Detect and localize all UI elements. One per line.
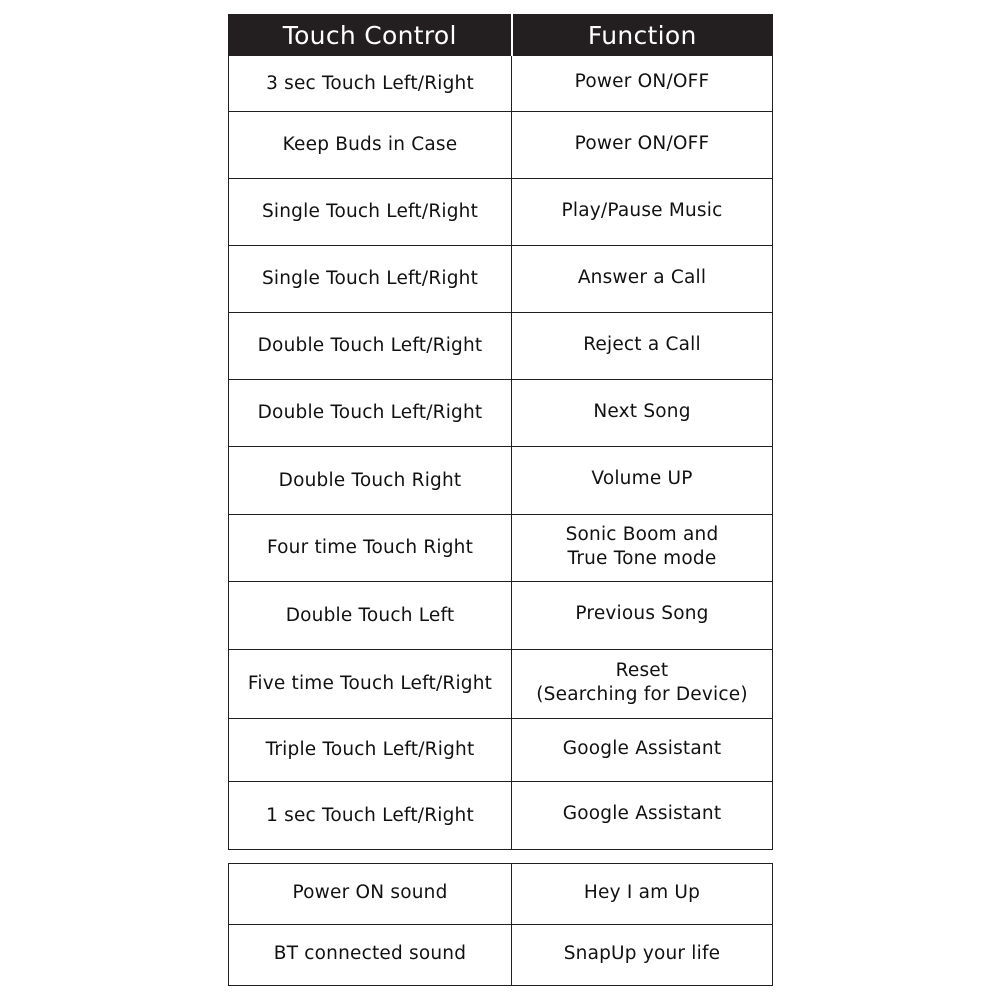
control-cell: Double Touch Left/Right [229,313,512,380]
table-row [229,447,773,515]
table-row [229,650,773,719]
table-row [229,313,773,380]
control-cell: Double Touch Left/Right [229,380,512,447]
control-cell: 3 sec Touch Left/Right [229,56,512,112]
function-cell: Power ON/OFF [512,56,773,112]
function-cell: Google Assistant [512,719,773,782]
sound-phrase-cell: Hey I am Up [512,864,773,925]
function-cell: Previous Song [512,582,773,650]
function-cell: Play/Pause Music [512,179,773,246]
table-row [229,864,773,925]
table-row [229,782,773,850]
sound-event-cell: Power ON sound [229,864,512,925]
table-header-row [229,15,773,56]
function-cell: Volume UP [512,447,773,515]
table-row [229,246,773,313]
table-row [229,925,773,986]
control-cell: Double Touch Right [229,447,512,515]
sound-phrase-cell: SnapUp your life [512,925,773,986]
function-cell: Next Song [512,380,773,447]
function-cell: Answer a Call [512,246,773,313]
function-cell: Reset (Searching for Device) [512,650,773,719]
table-row [229,719,773,782]
function-cell: Google Assistant [512,782,773,850]
control-cell: Single Touch Left/Right [229,246,512,313]
function-cell: Power ON/OFF [512,112,773,179]
control-cell: Single Touch Left/Right [229,179,512,246]
sound-event-cell: BT connected sound [229,925,512,986]
table-row [229,380,773,447]
control-cell: 1 sec Touch Left/Right [229,782,512,850]
control-cell: Four time Touch Right [229,515,512,582]
function-cell: Reject a Call [512,313,773,380]
table-row [229,179,773,246]
table-row [229,515,773,582]
control-cell: Five time Touch Left/Right [229,650,512,719]
control-cell: Keep Buds in Case [229,112,512,179]
table-row [229,56,773,112]
table-row [229,582,773,650]
sounds-table [228,863,773,986]
control-cell: Double Touch Left [229,582,512,650]
control-cell: Triple Touch Left/Right [229,719,512,782]
header-touch-control: Touch Control [229,15,512,56]
header-function: Function [512,15,773,56]
table-row [229,112,773,179]
touch-controls-table [228,14,773,850]
function-cell: Sonic Boom and True Tone mode [512,515,773,582]
